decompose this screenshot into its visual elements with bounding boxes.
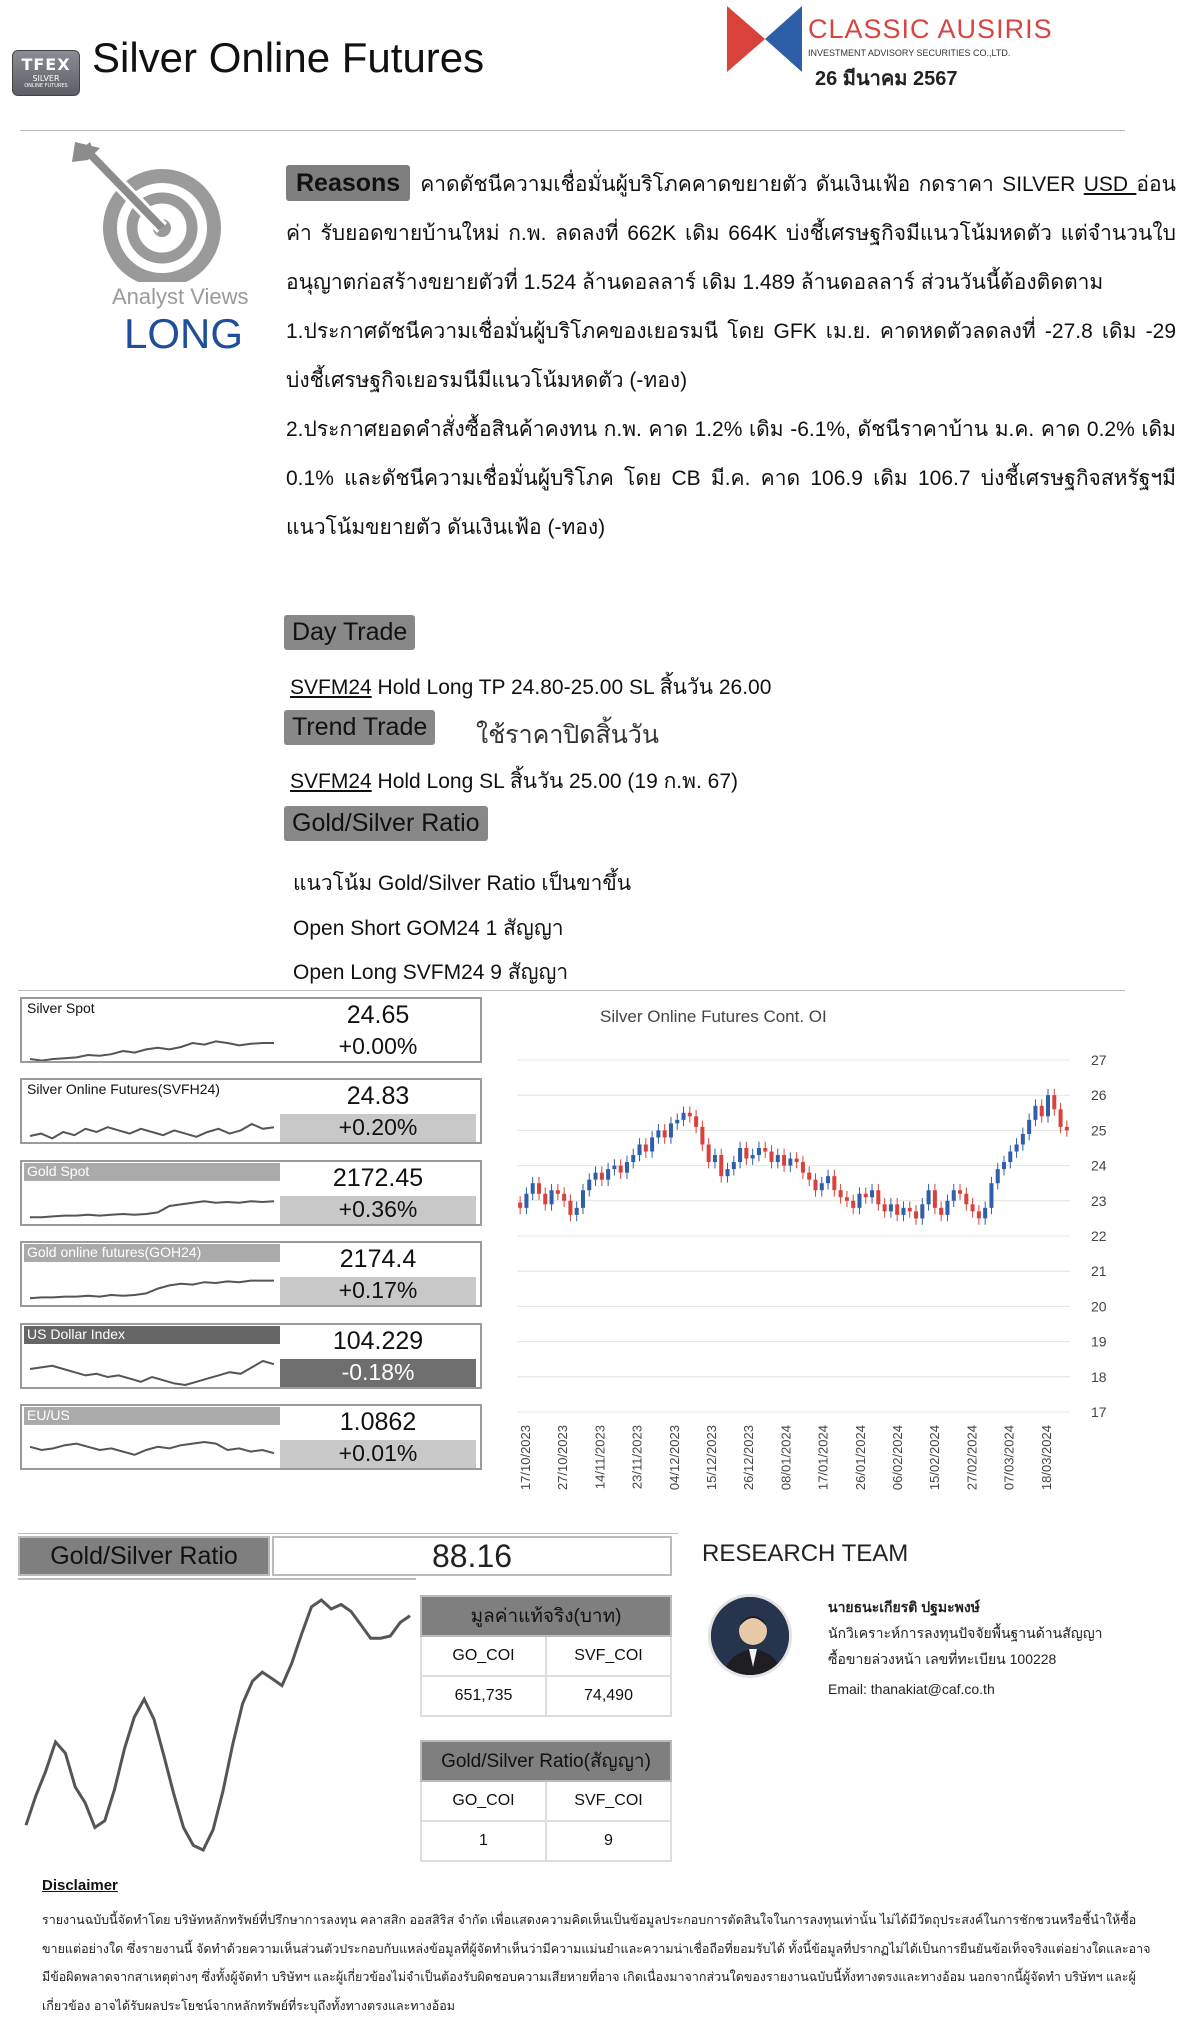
candle-body bbox=[694, 1116, 698, 1127]
price-change: +0.01% bbox=[280, 1440, 476, 1468]
coi-header-go: GO_COI bbox=[421, 1636, 546, 1676]
candle-body bbox=[889, 1204, 893, 1211]
candle-body bbox=[952, 1190, 956, 1201]
candle-body bbox=[763, 1148, 767, 1152]
sparkline bbox=[26, 1182, 278, 1224]
candle-body bbox=[556, 1190, 560, 1194]
analyst-views-label: Analyst Views bbox=[112, 284, 249, 309]
price-label: Gold online futures(GOH24) bbox=[24, 1244, 280, 1262]
ratio-line-chart bbox=[18, 1580, 416, 1862]
candle-body bbox=[851, 1201, 855, 1208]
price-value: 2174.4 bbox=[339, 1245, 417, 1273]
price-box bbox=[20, 1078, 482, 1144]
contract-table-title: Gold/Silver Ratio(สัญญา) bbox=[421, 1741, 671, 1781]
trend-trade-tag: Trend Trade bbox=[284, 710, 435, 745]
candle-body bbox=[524, 1194, 528, 1208]
disclaimer-title: Disclaimer bbox=[42, 1877, 118, 1894]
candle-body bbox=[1059, 1109, 1063, 1127]
y-tick-label: 17 bbox=[1091, 1404, 1107, 1420]
x-tick-label: 23/11/2023 bbox=[629, 1425, 645, 1490]
analyst-license: ซื้อขายล่วงหน้า เลขที่ทะเบียน 100228 bbox=[828, 1651, 1057, 1667]
divider bbox=[18, 990, 1125, 991]
candle-body bbox=[688, 1113, 692, 1117]
y-tick-label: 27 bbox=[1091, 1052, 1107, 1068]
gold-silver-line-3: Open Long SVFM24 9 สัญญา bbox=[293, 961, 569, 984]
candle-body bbox=[625, 1162, 629, 1173]
y-tick-label: 18 bbox=[1091, 1368, 1107, 1385]
analyst-views-value: LONG bbox=[124, 310, 244, 357]
x-tick-label: 26/12/2023 bbox=[741, 1425, 757, 1491]
reasons-text-2: อ่อนค่า รับยอดขายบ้านใหม่ ก.พ. ลดลงที่ 662K เดิม 664K บ่งชี้เศรษฐกิจมีแนวโน้มหดตัว แต่จำนวนใบอนุญาตก่อสร้างขยายตัวที่ 1.524 ล้านดอลลาร์ เดิม 1.489 ล้านดอลลาร์ ส่วนวันนี้ต้องติดตาม bbox=[286, 173, 1176, 294]
candle-body bbox=[901, 1208, 905, 1215]
candle-body bbox=[939, 1208, 943, 1215]
brand-name: CLASSIC AUSIRIS bbox=[808, 14, 1053, 44]
candle-body bbox=[1065, 1127, 1069, 1131]
avatar bbox=[708, 1594, 792, 1678]
sparkline bbox=[26, 1100, 278, 1142]
contract-value-go: 1 bbox=[421, 1821, 546, 1861]
tfex-logo bbox=[12, 50, 80, 96]
candle-body bbox=[669, 1123, 673, 1137]
price-box bbox=[20, 1160, 482, 1226]
candle-body bbox=[638, 1144, 642, 1155]
candle-body bbox=[757, 1148, 761, 1155]
x-tick-label: 15/02/2024 bbox=[927, 1425, 943, 1491]
candle-body bbox=[801, 1162, 805, 1173]
candle-body bbox=[726, 1169, 730, 1176]
candle-body bbox=[820, 1183, 824, 1190]
contract-header-go: GO_COI bbox=[421, 1781, 546, 1821]
y-tick-label: 21 bbox=[1091, 1263, 1107, 1280]
price-box bbox=[20, 997, 482, 1063]
candle-body bbox=[782, 1155, 786, 1166]
x-tick-label: 06/02/2024 bbox=[890, 1425, 905, 1491]
candle-body bbox=[707, 1144, 711, 1162]
candle-body bbox=[945, 1201, 949, 1215]
price-value: 1.0862 bbox=[339, 1408, 417, 1436]
gold-silver-line-2: Open Short GOM24 1 สัญญา bbox=[293, 917, 564, 940]
price-value: 2172.45 bbox=[332, 1164, 424, 1192]
candle-body bbox=[1052, 1095, 1056, 1109]
price-label: Gold Spot bbox=[24, 1163, 280, 1181]
candle-body bbox=[839, 1190, 843, 1197]
divider bbox=[18, 1533, 678, 1534]
y-tick-label: 24 bbox=[1091, 1157, 1107, 1174]
analyst-name: นายธนะเกียรติ ปฐมะพงษ์ bbox=[828, 1599, 980, 1615]
x-tick-label: 15/12/2023 bbox=[704, 1425, 719, 1491]
candle-body bbox=[575, 1208, 579, 1215]
candle-body bbox=[832, 1176, 836, 1190]
candle-body bbox=[914, 1211, 918, 1218]
candle-body bbox=[895, 1204, 899, 1215]
ratio-series-line bbox=[26, 1600, 410, 1850]
trend-trade-line bbox=[290, 765, 738, 798]
candle-body bbox=[920, 1204, 924, 1218]
price-change: -0.18% bbox=[280, 1359, 476, 1387]
research-team-title: RESEARCH TEAM bbox=[702, 1540, 909, 1567]
target-dart-icon bbox=[70, 142, 230, 282]
candle-body bbox=[751, 1155, 755, 1159]
coi-value-go: 651,735 bbox=[421, 1676, 546, 1716]
candle-body bbox=[738, 1148, 742, 1162]
day-trade-tag: Day Trade bbox=[284, 615, 415, 650]
price-change: +0.36% bbox=[280, 1196, 476, 1224]
classic-ausiris-logo-icon bbox=[727, 4, 802, 74]
price-label: US Dollar Index bbox=[24, 1326, 280, 1344]
candle-body bbox=[744, 1148, 748, 1159]
candle-body bbox=[656, 1130, 660, 1137]
candle-body bbox=[675, 1120, 679, 1124]
logo-sub2: ONLINE FUTURES bbox=[24, 83, 68, 89]
candle-body bbox=[612, 1166, 616, 1170]
price-box bbox=[20, 1323, 482, 1389]
sparkline bbox=[26, 1426, 278, 1468]
y-tick-label: 26 bbox=[1091, 1087, 1107, 1104]
price-label: Silver Spot bbox=[27, 1000, 95, 1016]
reasons-text-1: คาดดัชนีความเชื่อมั่นผู้บริโภคคาดขยายตัว ดันเงินเฟ้อ กดราคา SILVER bbox=[420, 173, 1084, 196]
candle-body bbox=[1040, 1106, 1044, 1117]
price-change: +0.20% bbox=[280, 1114, 476, 1142]
candle-body bbox=[600, 1173, 604, 1180]
x-tick-label: 27/02/2024 bbox=[964, 1425, 980, 1491]
sparkline bbox=[26, 1345, 278, 1387]
price-label: EU/US bbox=[24, 1407, 280, 1425]
candle-body bbox=[719, 1155, 723, 1176]
candle-body bbox=[795, 1159, 799, 1163]
candle-body bbox=[864, 1194, 868, 1198]
candle-body bbox=[845, 1197, 849, 1201]
trend-trade-symbol: SVFM24 bbox=[290, 770, 372, 793]
coi-value-table bbox=[420, 1595, 672, 1717]
reasons-tag: Reasons bbox=[286, 165, 410, 201]
candle-body bbox=[732, 1162, 736, 1169]
candle-body bbox=[587, 1180, 591, 1191]
candle-body bbox=[1021, 1134, 1025, 1145]
candle-body bbox=[631, 1155, 635, 1162]
gold-silver-line-1: แนวโน้ม Gold/Silver Ratio เป็นขาขึ้น bbox=[293, 872, 632, 895]
y-tick-label: 20 bbox=[1091, 1298, 1107, 1315]
candle-body bbox=[562, 1194, 566, 1201]
contract-header-svf: SVF_COI bbox=[546, 1781, 671, 1821]
day-trade-line bbox=[290, 671, 771, 704]
price-value: 24.83 bbox=[346, 1082, 410, 1110]
candle-body bbox=[682, 1113, 686, 1120]
x-tick-label: 17/10/2023 bbox=[518, 1425, 533, 1491]
price-change: +0.17% bbox=[280, 1277, 476, 1305]
candle-body bbox=[594, 1173, 598, 1180]
x-tick-label: 17/01/2024 bbox=[815, 1425, 831, 1491]
candle-body bbox=[568, 1201, 572, 1215]
candle-body bbox=[908, 1208, 912, 1212]
candle-body bbox=[870, 1190, 874, 1197]
candle-body bbox=[550, 1190, 554, 1204]
candle-body bbox=[788, 1159, 792, 1166]
chart-title: Silver Online Futures Cont. OI bbox=[600, 1007, 827, 1026]
candle-body bbox=[857, 1194, 861, 1208]
candle-body bbox=[996, 1169, 1000, 1183]
x-tick-label: 07/03/2024 bbox=[1001, 1425, 1017, 1491]
candle-body bbox=[663, 1130, 667, 1137]
candle-body bbox=[977, 1211, 981, 1218]
candle-body bbox=[650, 1137, 654, 1151]
coi-header-svf: SVF_COI bbox=[546, 1636, 671, 1676]
candle-body bbox=[983, 1208, 987, 1219]
candle-body bbox=[1015, 1144, 1019, 1151]
usd-link: USD bbox=[1083, 173, 1137, 196]
price-change: +0.00% bbox=[338, 1033, 418, 1059]
candle-body bbox=[1046, 1095, 1050, 1116]
trend-trade-note: ใช้ราคาปิดสิ้นวัน bbox=[476, 721, 659, 749]
gold-silver-tag: Gold/Silver Ratio bbox=[284, 806, 488, 841]
candle-body bbox=[644, 1144, 648, 1151]
brand-subtitle: INVESTMENT ADVISORY SECURITIES CO.,LTD. bbox=[808, 48, 1011, 58]
candle-body bbox=[964, 1194, 968, 1205]
coi-value-svf: 74,490 bbox=[546, 1676, 671, 1716]
candle-body bbox=[531, 1183, 535, 1194]
candle-body bbox=[1008, 1152, 1012, 1163]
candle-body bbox=[876, 1190, 880, 1204]
candle-body bbox=[518, 1203, 522, 1208]
page-title: Silver Online Futures bbox=[92, 34, 485, 81]
contract-value-svf: 9 bbox=[546, 1821, 671, 1861]
candle-body bbox=[989, 1183, 993, 1208]
logo-sub: SILVER bbox=[32, 74, 60, 83]
x-tick-label: 08/01/2024 bbox=[778, 1425, 794, 1491]
price-box bbox=[20, 1404, 482, 1470]
candle-body bbox=[700, 1127, 704, 1145]
day-trade-symbol: SVFM24 bbox=[290, 676, 372, 699]
candle-body bbox=[776, 1155, 780, 1162]
x-tick-label: 18/03/2024 bbox=[1038, 1425, 1054, 1491]
candle-body bbox=[813, 1180, 817, 1191]
x-tick-label: 27/10/2023 bbox=[555, 1425, 571, 1491]
coi-table-title: มูลค่าแท้จริง(บาท) bbox=[421, 1596, 671, 1636]
day-trade-text: Hold Long TP 24.80-25.00 SL สิ้นวัน 26.00 bbox=[371, 676, 772, 699]
candle-body bbox=[619, 1166, 623, 1173]
ratio-title: Gold/Silver Ratio bbox=[18, 1536, 270, 1576]
candle-body bbox=[1002, 1162, 1006, 1169]
candle-body bbox=[826, 1176, 830, 1183]
candle-body bbox=[1033, 1106, 1037, 1120]
ratio-value: 88.16 bbox=[272, 1536, 672, 1576]
divider bbox=[20, 130, 1125, 131]
price-value: 104.229 bbox=[332, 1327, 424, 1355]
reasons-item-2: 2.ประกาศยอดคำสั่งซื้อสินค้าคงทน ก.พ. คาด 1.2% เดิม -6.1%, ดัชนีราคาบ้าน ม.ค. คาด 0.2% เดิม 0.1% และดัชนีความเชื่อมั่นผู้บริโภค โดย CB มี.ค. คาด 106.9 เดิม 106.7 บ่งชี้เศรษฐกิจสหรัฐฯมีแนวโน้มขยายตัว ดันเงินเฟ้อ (-ทอง) bbox=[286, 418, 1176, 539]
report-date: 26 มีนาคม 2567 bbox=[815, 68, 958, 90]
analyst-role: นักวิเคราะห์การลงทุนปัจจัยพื้นฐานด้านสัญญา bbox=[828, 1625, 1103, 1641]
y-tick-label: 23 bbox=[1091, 1192, 1107, 1209]
candle-body bbox=[543, 1194, 547, 1205]
price-value: 24.65 bbox=[346, 1001, 410, 1029]
candle-body bbox=[606, 1169, 610, 1180]
candle-body bbox=[927, 1190, 931, 1204]
candle-body bbox=[933, 1190, 937, 1208]
candle-body bbox=[807, 1173, 811, 1180]
sparkline bbox=[26, 1019, 278, 1061]
logo-text: TFEX bbox=[21, 55, 71, 74]
y-tick-label: 19 bbox=[1091, 1333, 1107, 1350]
candle-body bbox=[537, 1183, 541, 1194]
candle-body bbox=[1027, 1120, 1031, 1134]
reasons-block bbox=[286, 160, 1176, 552]
x-tick-label: 14/11/2023 bbox=[592, 1425, 608, 1490]
x-tick-label: 26/01/2024 bbox=[852, 1425, 868, 1491]
trend-trade-text: Hold Long SL สิ้นวัน 25.00 (19 ก.พ. 67) bbox=[371, 770, 738, 793]
candlestick-chart bbox=[495, 1030, 1135, 1520]
x-tick-label: 04/12/2023 bbox=[666, 1425, 682, 1491]
y-tick-label: 22 bbox=[1091, 1228, 1107, 1244]
candle-body bbox=[713, 1155, 717, 1162]
y-tick-label: 25 bbox=[1091, 1122, 1107, 1139]
ratio-chart-box bbox=[18, 1578, 416, 1860]
candle-body bbox=[769, 1152, 773, 1163]
sparkline bbox=[26, 1263, 278, 1305]
candle-body bbox=[971, 1204, 975, 1211]
disclaimer-text: รายงานฉบับนี้จัดทำโดย บริษัทหลักทรัพย์ที่ปรึกษาการลงทุน คลาสสิก ออสสิริส จำกัด เพื่อแสดงความคิดเห็นเป็นข้อมูลประกอบการตัดสินใจในการลงทุนเท่านั้น ไม่ได้มีวัตถุประสงค์ในการชักชวนหรือชี้นำให้ซื้อขายแต่อย่างใด ซึ่งรายงานนี้ จัดทำด้วยความเห็นส่วนตัวประกอบกับแหล่งข้อมูลที่ผู้จัดทำเห็นว่ามีความแม่นยำและความน่าเชื่อถือที่ยอมรับได้ ทั้งนี้ข้อมูลที่ปรากฏไม่ได้เป็นการยืนยันข้อเท็จจริงแต่อย่างใดและอาจมีข้อผิดพลาดจากสาเหตุต่างๆ ซึ่งทั้งผู้จัดทำ บริษัทฯ และผู้เกี่ยวข้องไม่จำเป็นต้องรับผิดชอบความเสียหายที่อาจ เกิดเนื่องมาจากส่วนใดของรายงานฉบับนี้ทั้งทางตรงและทางอ้อม นอกจากนี้ผู้จัดทำ บริษัทฯ และผู้เกี่ยวข้อง อาจได้รับผลประโยชน์จากหลักทรัพย์ที่ระบุถึงทั้งทางตรงและทางอ้อม bbox=[42, 1913, 1151, 2013]
price-box bbox=[20, 1241, 482, 1307]
candle-body bbox=[581, 1190, 585, 1208]
analyst-email: Email: thanakiat@caf.co.th bbox=[828, 1681, 995, 1697]
reasons-item-1: 1.ประกาศดัชนีความเชื่อมั่นผู้บริโภคของเยอรมนี โดย GFK เม.ย. คาดหดตัวลดลงที่ -27.8 เดิม -29 บ่งชี้เศรษฐกิจเยอรมนีมีแนวโน้มหดตัว (-ทอง) bbox=[286, 320, 1176, 392]
candle-body bbox=[958, 1190, 962, 1194]
candle-body bbox=[883, 1204, 887, 1211]
contract-ratio-table bbox=[420, 1740, 672, 1862]
price-label: Silver Online Futures(SVFH24) bbox=[27, 1081, 220, 1097]
